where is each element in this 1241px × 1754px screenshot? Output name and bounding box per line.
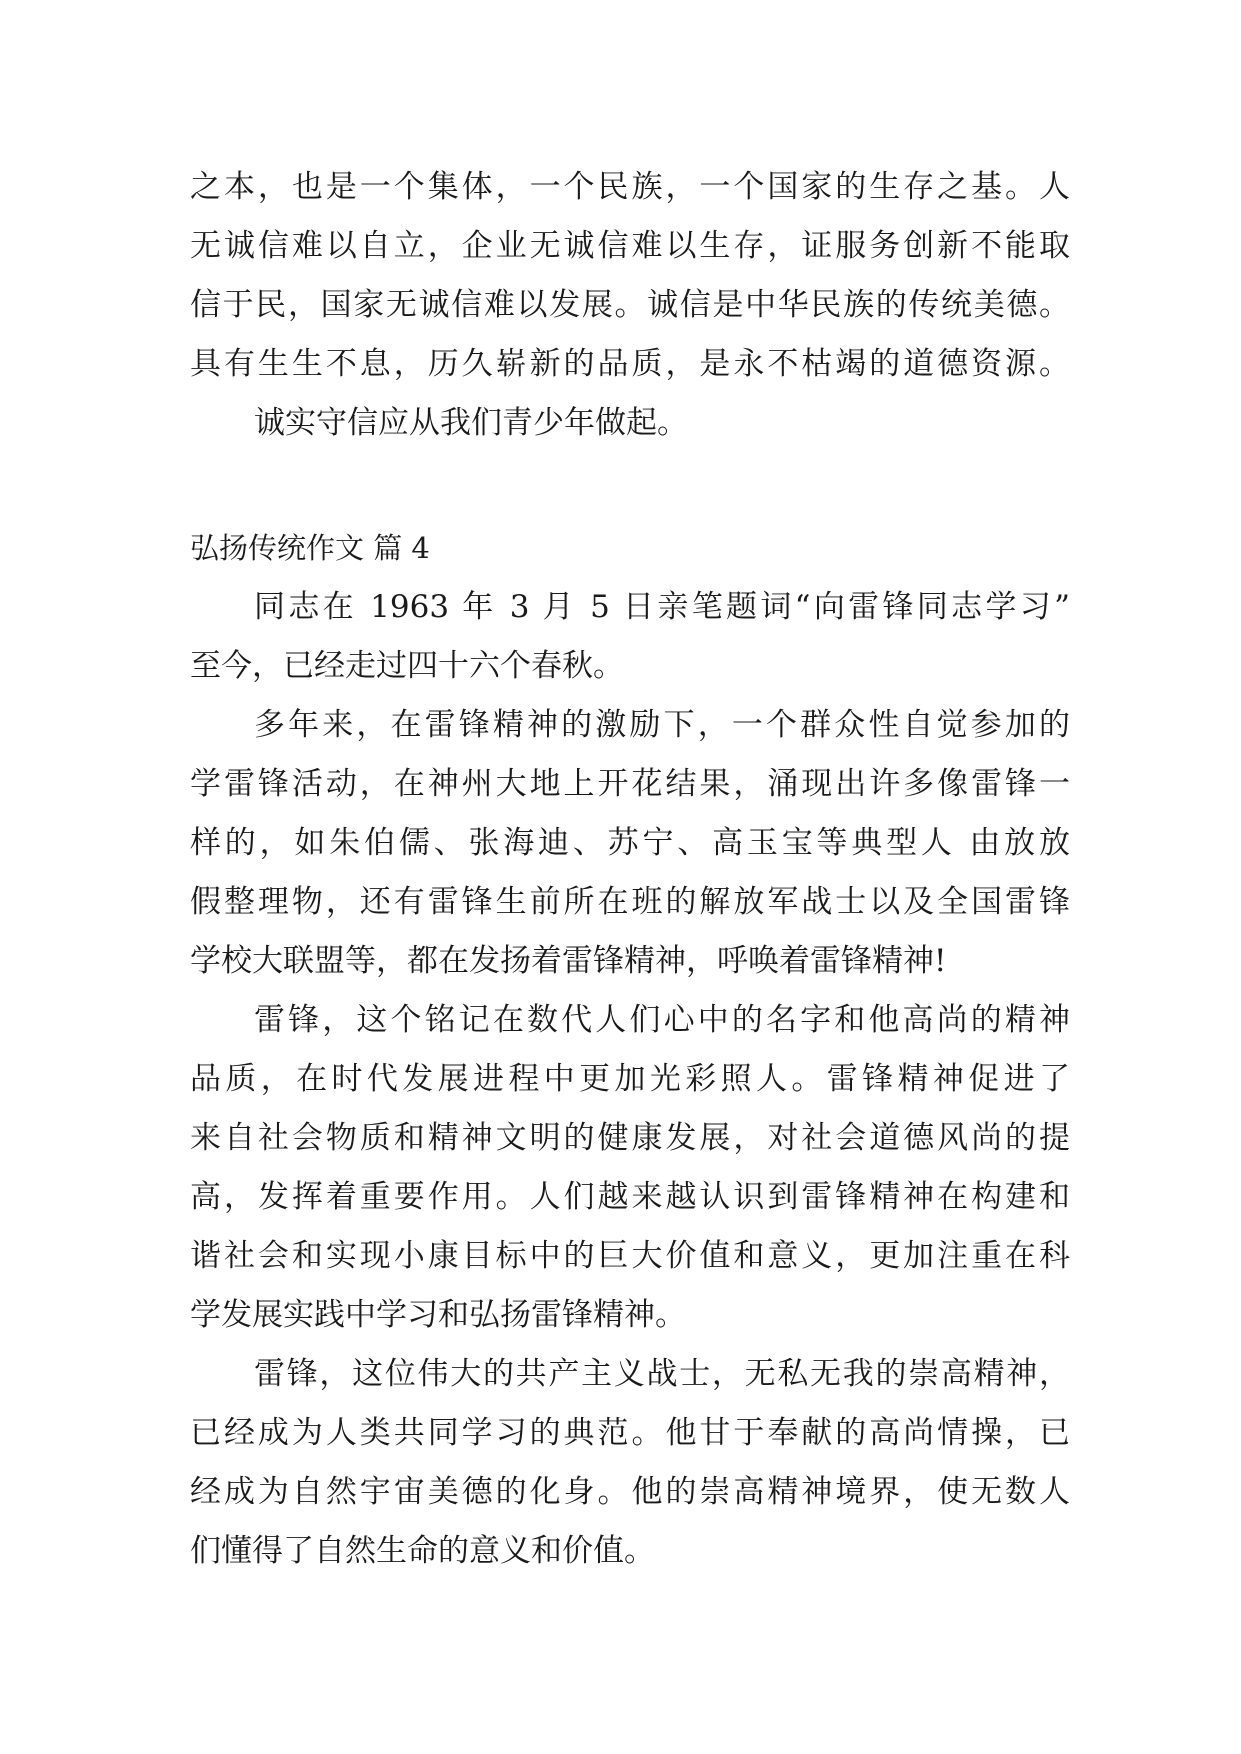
text-line: 多年来，在雷锋精神的激励下，一个群众性自觉参加的: [254, 707, 1070, 743]
text-line: 假整理物，还有雷锋生前所在班的解放军战士以及全国雷锋: [190, 884, 1070, 920]
section-spacer: [190, 453, 1070, 513]
paragraph-2: [190, 696, 1070, 991]
text-line: 雷锋，这个铭记在数代人们心中的名字和他高尚的精神: [254, 1002, 1070, 1038]
text-line: 至今，已经走过四十六个春秋。: [190, 648, 624, 684]
paragraph-4: [190, 1345, 1070, 1581]
text-line: 样的，如朱伯儒、张海迪、苏宁、高玉宝等典型人 由放放: [190, 825, 1070, 861]
text-line: 学发展实践中学习和弘扬雷锋精神。: [190, 1297, 686, 1333]
text-line: 信于民，国家无诚信难以发展。诚信是中华民族的传统美德。: [190, 287, 1070, 323]
text-line: 诚实守信应从我们青少年做起。: [254, 405, 688, 441]
intro-closing-paragraph: [190, 394, 1070, 453]
text-line: 学校大联盟等，都在发扬着雷锋精神，呼唤着雷锋精神!: [190, 943, 947, 979]
text-line: 同志在 1963 年 3 月 5 日亲笔题词“向雷锋同志学习”: [254, 589, 1070, 625]
text-line: 谐社会和实现小康目标中的巨大价值和意义，更加注重在科: [190, 1238, 1070, 1274]
text-line: 品质，在时代发展进程中更加光彩照人。雷锋精神促进了: [190, 1061, 1070, 1097]
text-line: 已经成为人类共同学习的典范。他甘于奉献的高尚情操，已: [190, 1415, 1070, 1451]
text-line: 们懂得了自然生命的意义和价值。: [190, 1533, 655, 1569]
text-line: 无诚信难以自立，企业无诚信难以生存，证服务创新不能取: [190, 228, 1070, 264]
paragraph-1: [190, 578, 1070, 696]
text-line: 经成为自然宇宙美德的化身。他的崇高精神境界，使无数人: [190, 1474, 1070, 1510]
paragraph-3: [190, 991, 1070, 1345]
text-line: 学雷锋活动，在神州大地上开花结果，涌现出许多像雷锋一: [190, 766, 1070, 802]
text-line: 高，发挥着重要作用。人们越来越认识到雷锋精神在构建和: [190, 1179, 1070, 1215]
text-line: 具有生生不息，历久崭新的品质，是永不枯竭的道德资源。: [190, 346, 1070, 382]
section-title: 弘扬传统作文 篇 4: [190, 531, 430, 565]
text-line: 雷锋，这位伟大的共产主义战士，无私无我的崇高精神，: [254, 1356, 1070, 1392]
text-line: 之本，也是一个集体，一个民族，一个国家的生存之基。人: [190, 169, 1070, 205]
text-line: 来自社会物质和精神文明的健康发展，对社会道德风尚的提: [190, 1120, 1070, 1156]
intro-paragraph: [190, 158, 1070, 394]
document-body: [190, 158, 1070, 1581]
